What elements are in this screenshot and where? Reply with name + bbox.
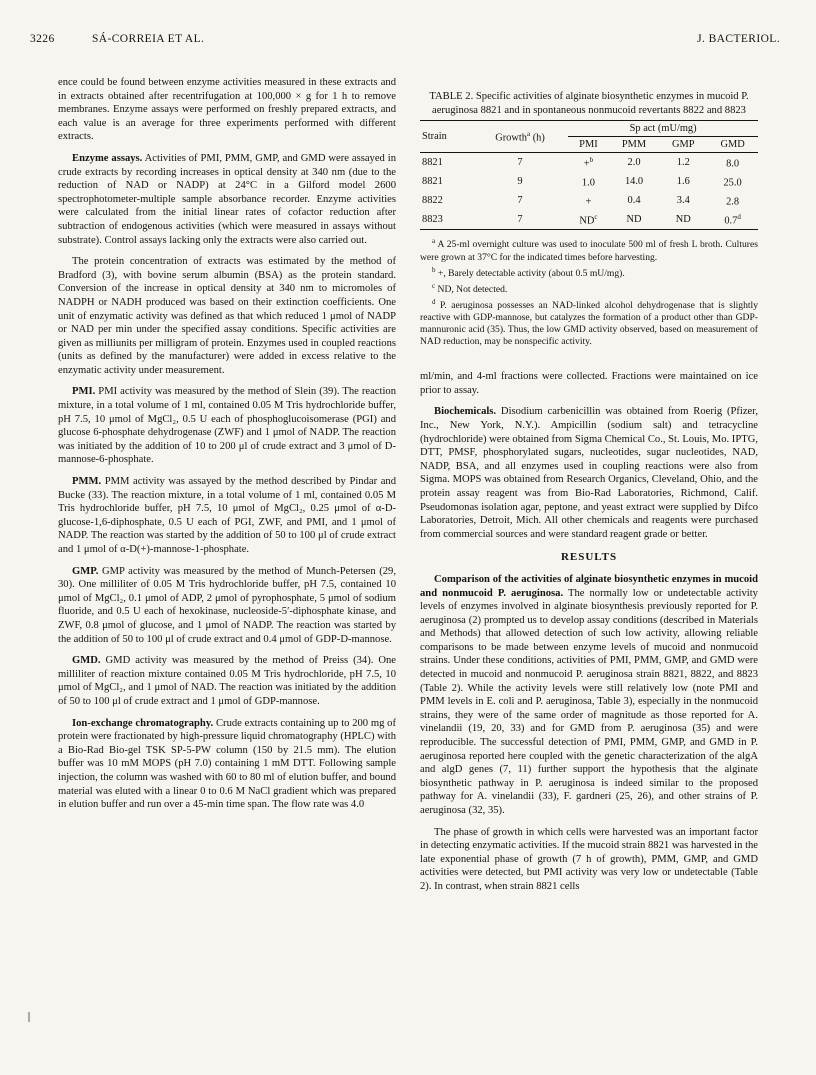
cell-pmi xyxy=(568,172,608,191)
header-strain: Strain xyxy=(422,131,447,143)
cell-gmp: 3.4 xyxy=(676,195,690,207)
table-row xyxy=(420,153,758,173)
cell-gmp: 1.2 xyxy=(676,156,690,168)
cell-growth: 9 xyxy=(517,175,523,187)
table-2 xyxy=(420,90,758,348)
header-gmd: GMD xyxy=(720,139,745,151)
intro-paragraph: ence could be found between enzyme activities measured in these extracts and in extracts obtained after recentrifugation at 100,000 × g for 1 h to remove membranes. Enzyme assays were performed on freshly prepared extracts, and each value is an average for three experiments performed with different extracts. xyxy=(58,77,396,143)
cell-strain: 8821 xyxy=(422,175,443,187)
cell-gmd xyxy=(707,210,758,230)
table-2-grid xyxy=(420,120,758,230)
enzyme-assays-heading: Enzyme assays. xyxy=(72,152,143,164)
cell-strain: 8822 xyxy=(422,195,443,207)
enzyme-assays-paragraph xyxy=(58,152,396,247)
cell-pmm: 2.0 xyxy=(627,156,641,168)
cell-pmm: 14.0 xyxy=(624,175,644,187)
table-row xyxy=(420,191,758,210)
header-growth-label: Growth xyxy=(495,132,527,144)
gmd-heading: GMD. xyxy=(72,655,101,667)
footnote-d-text: P. aeruginosa possesses an NAD-linked alcohol dehydrogenase that is slightly reactive with GDP-mannose, but catalyzes the formation of a product other than GDP-mannuronic acid (35). Thus, the low GMD activity observed, based on measurement of NAD reduction, may be nonspecific activity. xyxy=(420,300,758,348)
pmm-paragraph xyxy=(58,475,396,557)
cell-gmd xyxy=(707,172,758,191)
pmm-heading: PMM. xyxy=(72,476,102,488)
ion-exchange-paragraph xyxy=(58,717,396,812)
pmi-text: PMI activity was measured by the method of Slein (39). The reaction mixture, in a total volume of 1 ml, contained 0.05 M Tris hydrochloride buffer, pH 7.5, 10 μmol of MgCl₂, 0.5 U each of phosphoglucoisomerase (PGI) and glucose 6-phosphate dehydrogenase (ZWF) and 1 μmol of NADP. The reaction was initiated by the addition of 10 to 200 μl of crude extract and 3 μmol of D-mannose-6-phosphate. xyxy=(58,386,396,466)
page-number: 3226 xyxy=(30,33,55,45)
footnote-d: $^d$ P. aeruginosa possesses an NAD-linked alcohol dehydrogenase that is slightly reactive with GDP-mannose, but catalyzes the formation of a product other than GDP-mannuronic acid (35). Thus, the low GMD activity observed, based on measurement of NAD reduction, may be nonspecific activity. xyxy=(420,298,758,348)
cell-strain: 8821 xyxy=(422,156,443,168)
footnote-a-text: A 25-ml overnight culture was used to inoculate 500 ml of fresh L broth. Cultures were grown at 37°C for the indicated times before harvesting. xyxy=(420,239,758,263)
gmd-text: GMD activity was measured by the method of Preiss (34). One milliliter of reaction mixture contained 0.05 M Tris hydrochloride, pH 7.5, 10 μmol of MgCl₂, and 1 μmol of NAD. The reaction was initiated by the addition of 50 to 100 μl of crude extract and 1 μmol of GDP-mannose. xyxy=(58,655,397,707)
biochemicals-text: Disodium carbenicillin was obtained from Roerig (Pfizer, Inc., New York, N.Y.). Ampicillin (sodium salt) and tetracycline (hydrochloride) were obtained from Sigma Chemical Co., St. Louis, Mo. IPTG, DTT, PMSF, phosphorylated sugars, nucleotides, sugar nucleotides, NAD, NADP, BSA, and all enzymes used in coupling reactions were also from Sigma. MOPS was obtained from Research Organics, Cleveland, Ohio, and the protein assay reagent was from Bio-Rad Laboratories, Richmond, Calif. Pseudomonas isolation agar, peptone, and yeast extract were supplied by Difco Laboratories, Detroit, Mich. All other chemicals and reagents were purchased from commercial sources and were standard reagent grade or better. xyxy=(420,406,758,540)
table-2-caption: TABLE 2. Specific activities of alginate biosynthetic enzymes in mucoid P. aeruginosa 8821 and in spontaneous nonmucoid revertants 8822 and 8823 xyxy=(429,91,749,116)
cell-gmd-value: 2.8 xyxy=(726,196,740,208)
cell-pmm: 0.4 xyxy=(627,195,641,207)
biochemicals-heading: Biochemicals. xyxy=(434,406,497,418)
cell-pmi-value: + xyxy=(585,196,592,208)
header-growth-unit: (h) xyxy=(532,132,545,144)
header-gmp: GMP xyxy=(672,139,695,151)
phase-paragraph: The phase of growth in which cells were harvested was an important factor in detecting enzymatic activities. If the mucoid strain 8821 was harvested in the late exponential phase of growth (7 h of growth), PMM, GMP, and GMD activities were detected, but PMI activity was very low or undetectable (Table 2). In contrast, when strain 8821 cells xyxy=(420,826,759,892)
header-growth-sup: a xyxy=(526,130,531,139)
cell-gmd-value: 25.0 xyxy=(723,177,742,189)
margin-mark xyxy=(28,1012,30,1022)
header-growth xyxy=(472,121,568,153)
cell-pmm: ND xyxy=(626,214,642,226)
comparison-text: The normally low or undetectable activity levels of enzymes involved in alginate biosynthesis previously reported for P. aeruginosa (2) prompted us to develop assay conditions (described in Materials and Methods) that allowed detection of such low activity, allowing reliable comparisons to be made between enzyme levels of mucoid and nonmucoid strains. Under these conditions, activities of PMI, PMM, GMP, and GMD were detected in mucoid and nonmucoid P. aeruginosa strain 8821, 8822, and 8823 (Table 2). While the activity levels were still relatively low (note PMI and PMM levels in E. coli and P. aeruginosa, Table 3), especially in the nonmucoid strains, they were of the same order of magnitude as those reported for A. vinelandii (19, 20, 33) and for GMD from P. aeruginosa (35) and were reproducible. The successful detection of PMI, PMM, GMP, and GMD in P. aeruginosa reported here coupled with the genetic characterization of the algA and algD genes (7, 11) further support the hypothesis that the alginate biosynthetic pathway in P. aeruginosa is indeed similar to the proposed pathway for A. vinelandii (33), F. gardneri (25, 26), and other strains of P. aeruginosa (32, 35). xyxy=(420,587,758,816)
header-spact: Sp act (mU/mg) xyxy=(568,121,758,137)
footnote-c-text: ND, Not detected. xyxy=(437,284,508,295)
gmp-paragraph xyxy=(58,565,396,647)
pmm-text: PMM activity was assayed by the method described by Pindar and Bucke (33). The reaction mixture, in a total volume of 1 ml, contained 0.05 M Tris hydrochloride buffer, pH 7.5, 10 μmol of MgCl₂, 0.25 μmol of α-D-glucose-1,6-diphosphate, 0.5 U each of PGI, ZWF, and PMI, and 1 μmol of NADP. The reaction was started by the addition of 50 to 100 μl of crude extract and 1 μmol of α-D(+)-mannose-1-phosphate. xyxy=(58,476,396,555)
footnote-c: $^c$ ND, Not detected. xyxy=(432,281,508,295)
ion-exchange-text: Crude extracts containing up to 200 mg of protein were fractionated by high-pressure liquid chromatography (HPLC) with a Bio-Rad Bio-gel TSK SP-5-PW column (150 by 21.5 mm). The elution buffer was 10 mM MOPS (pH 7.0) containing 1 mM DTT. Following sample injection, the column was washed with 60 to 80 ml of elution buffer, and bound material was eluted with a linear 0 to 0.6 M NaCl gradient which was prepared in elution buffer and run over a 45-min time span. The flow rate was 4.0 xyxy=(58,717,396,811)
cell-pmi-sup: c xyxy=(594,213,598,222)
gmp-heading: GMP. xyxy=(72,565,99,577)
footnote-b-text: +, Barely detectable activity (about 0.5 mU/mg). xyxy=(437,267,625,279)
cell-pmi-value: 1.0 xyxy=(581,177,595,189)
cell-pmi xyxy=(568,210,608,230)
cell-pmi-sup: b xyxy=(589,156,594,165)
comparison-heading: Comparison of the activities of alginate biosynthetic enzymes in mucoid and nonmucoid P. aeruginosa. xyxy=(420,573,758,599)
table-row xyxy=(420,172,758,191)
running-head-authors: SÁ-CORREIA ET AL. xyxy=(92,33,205,45)
running-head-journal: J. BACTERIOL. xyxy=(697,33,780,45)
cell-gmd-value: 0.7 xyxy=(724,215,738,227)
cell-pmi xyxy=(568,153,608,173)
enzyme-assays-text: Activities of PMI, PMM, GMP, and GMD were assayed in crude extracts by recording increases in optical density at 340 nm (due to the reduction of NAD or NADP) at 24°C in a Gilford model 2600 spectrophotometer-multiple sample absorbance recorder. Enzyme activities were calculated from the initial linear rates of cofactor reduction after subtraction of endogenous activities (which were measured in assays without substrate). Control assays lacking only the extracts were also carried out. xyxy=(58,152,396,246)
pmi-heading: PMI. xyxy=(72,386,96,398)
right-column xyxy=(420,90,758,894)
cell-gmd-sup: d xyxy=(737,213,741,222)
cell-growth: 7 xyxy=(517,195,523,207)
cell-pmi-value: + xyxy=(583,158,590,170)
gmd-paragraph xyxy=(58,654,396,708)
table-row xyxy=(420,210,758,230)
pmi-paragraph xyxy=(58,385,396,467)
cell-gmd xyxy=(707,191,758,210)
comparison-paragraph xyxy=(420,573,758,818)
cell-gmp: ND xyxy=(675,214,691,226)
cell-pmi-value: ND xyxy=(579,215,595,227)
results-heading: RESULTS xyxy=(560,551,618,564)
footnote-b: $^b$ +, Barely detectable activity (about 0.5 mU/mg). xyxy=(432,265,625,279)
left-column xyxy=(58,76,396,812)
gmp-text: GMP activity was measured by the method of Munch-Petersen (29, 30). One milliliter of 0.05 M Tris hydrochloride buffer, pH 7.5, contained 10 μmol of MgCl₂, 0.1 μmol of ADP, 2 μmol of pyrophosphate, 5 μmol of sodium fluoride, and 0.5 U each of hexokinase, nucleoside-5′-diphosphate kinase, and ZWF, 0.8 μmol of glucose, and 1 μmol of NADP. The reaction was started by the addition of 50 to 100 μl of crude extract and 0.4 μmol of GDP-D-mannose. xyxy=(58,565,396,645)
ion-exchange-heading: Ion-exchange chromatography. xyxy=(72,717,214,729)
table-2-footnotes xyxy=(420,235,758,348)
cell-gmd-value: 8.0 xyxy=(726,158,740,170)
cell-gmp: 1.6 xyxy=(676,175,690,187)
cell-strain: 8823 xyxy=(422,214,443,226)
cell-growth: 7 xyxy=(517,156,523,168)
protein-paragraph: The protein concentration of extracts was estimated by the method of Bradford (3), with bovine serum albumin (BSA) as the protein standard. Conversion of the increase in optical density at 340 nm to micromoles of NADPH or NADH produced was based on their extinction coefficients. One unit of enzymatic activity was defined as that which reduced 1 μmol of NADP or NAD per min under the specified assay conditions. Specific activities are given as milliunits per milligram of protein. Enzymes used in coupled reactions (units as defined by the manufacturer) were added in excess relative to the enzymatic activity under measurement. xyxy=(58,256,396,376)
hplc-continuation: ml/min, and 4-ml fractions were collected. Fractions were maintained on ice prior to assay. xyxy=(420,371,758,396)
footnote-a: $^a$ A 25-ml overnight culture was used to inoculate 500 ml of fresh L broth. Cultures were grown at 37°C for the indicated times before harvesting. xyxy=(420,237,758,263)
header-pmm: PMM xyxy=(621,139,647,151)
cell-gmd xyxy=(707,153,758,173)
biochemicals-paragraph xyxy=(420,405,758,541)
cell-growth: 7 xyxy=(517,214,523,226)
header-pmi: PMI xyxy=(579,139,598,151)
cell-pmi xyxy=(568,191,608,210)
